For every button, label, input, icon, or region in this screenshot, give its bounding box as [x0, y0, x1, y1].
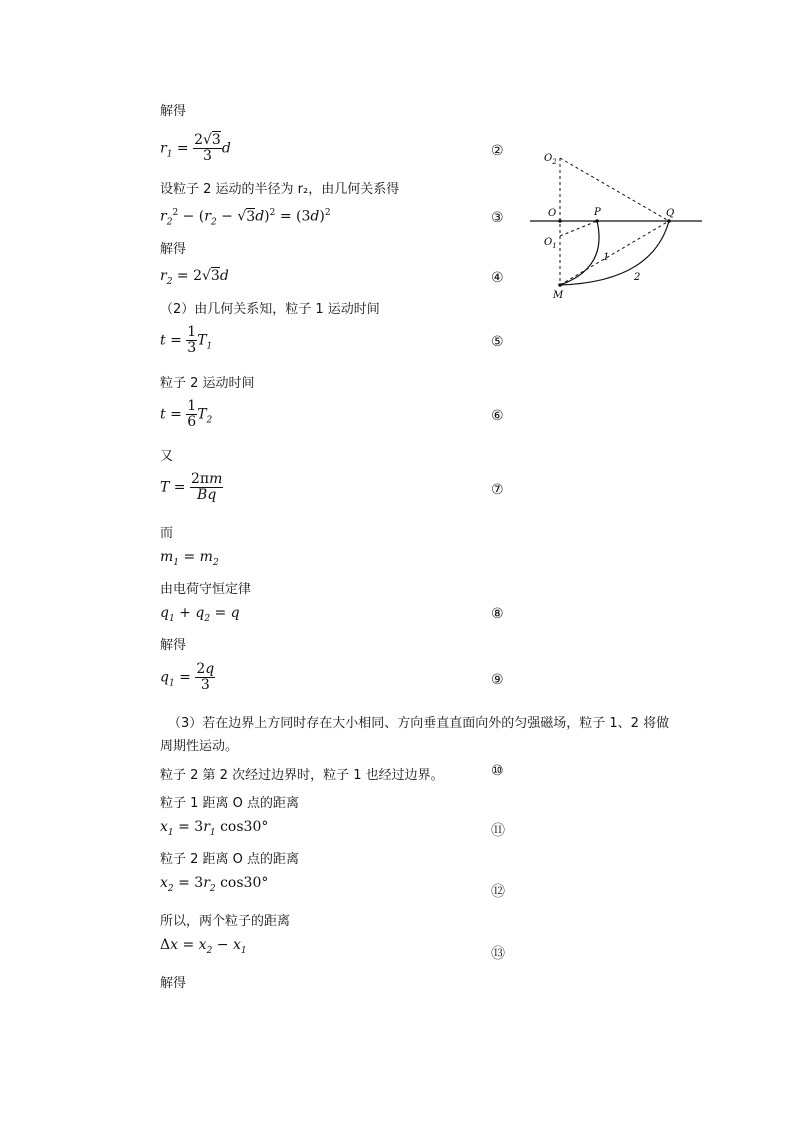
equation-q1: $q_1$ = $\frac{2q}{3}$: [160, 661, 215, 693]
text-distance-2: 粒子 2 距离 O 点的距离: [160, 852, 300, 867]
equation-t2: t = $\frac{1}{6}$ $T_2$: [160, 398, 213, 430]
trajectory-arc-1: [560, 221, 599, 285]
label-p: P: [594, 207, 601, 218]
label-m: M: [553, 290, 564, 301]
text-you: 又: [160, 449, 174, 464]
label-o1: $O_1$: [544, 237, 557, 250]
text-jiede-1: 解得: [160, 104, 187, 119]
text-er: 而: [160, 526, 174, 541]
equation-delta-x: $\Delta x = x_2 - x_1$: [160, 937, 247, 956]
equation-period: T = $\frac{2\pi m}{Bq}$: [160, 471, 223, 503]
label-q: Q: [666, 208, 675, 219]
equation-number-3: ③: [491, 210, 504, 226]
equation-masses: $m_1 = m_2$: [160, 549, 219, 568]
equation-number-9: ⑨: [491, 672, 504, 688]
text-sum: 所以，两个粒子的距离: [160, 914, 291, 929]
o2-q-dashed-line: [560, 158, 669, 221]
label-o2: $O_2$: [544, 153, 557, 166]
text-jiede-3: 解得: [160, 638, 187, 653]
equation-number-10: ⑩: [491, 763, 504, 779]
label-arc-1: 1: [603, 252, 610, 263]
text-jiede-4: 解得: [160, 976, 187, 991]
text-cross-boundary: 粒子 2 第 2 次经过边界时，粒子 1 也经过边界。: [160, 768, 444, 783]
text-part-3-line-1: （3）若在边界上方同时存在大小相同、方向垂直直面向外的匀强磁场，粒子 1、2 将做: [168, 716, 670, 731]
equation-r2: $r_2 = 2√3d$: [160, 268, 229, 287]
equation-x1: $x_1 = 3r_1$ cos30°: [160, 819, 269, 838]
label-arc-2: 2: [634, 272, 641, 283]
text-part-3-line-2: 周期性运动。: [160, 739, 239, 754]
equation-number-4: ④: [491, 270, 504, 286]
equation-number-6: ⑥: [491, 408, 504, 424]
equation-number-7: ⑦: [491, 482, 504, 498]
equation-t1: t = $\frac{1}{3}$ $T_1$: [160, 324, 213, 356]
point-o: [558, 219, 562, 223]
text-p2-time: 粒子 2 运动时间: [160, 376, 255, 391]
point-q: [667, 219, 671, 223]
equation-geometry: $r_2^2 - (r_2 - √3d)^2 = (3d)^2$: [160, 208, 331, 228]
equation-number-8: ⑧: [491, 606, 504, 622]
geometry-figure: [530, 140, 710, 310]
text-part-2: （2）由几何关系知，粒子 1 运动时间: [160, 302, 380, 317]
equation-r1: $r_1$ = $\frac{2√3}{3}$ d: [160, 132, 231, 164]
text-set-r2: 设粒子 2 运动的半径为 r₂，由几何关系得: [160, 182, 400, 197]
equation-number-12: ⑫: [491, 884, 505, 900]
point-m: [558, 283, 562, 287]
text-distance-1: 粒子 1 距离 O 点的距离: [160, 796, 300, 811]
equation-number-13: ⑬: [491, 946, 505, 962]
point-p: [595, 219, 599, 223]
label-o: O: [548, 208, 557, 219]
equation-number-2: ②: [491, 143, 504, 159]
equation-charge: $q_1 + q_2 = q$: [160, 605, 240, 624]
equation-number-5: ⑤: [491, 334, 504, 350]
text-jiede-2: 解得: [160, 242, 187, 257]
m-q-dashed-line: [560, 221, 669, 285]
text-charge-law: 由电荷守恒定律: [160, 582, 252, 597]
equation-number-11: ⑪: [491, 823, 505, 839]
equation-x2: $x_2 = 3r_2$ cos30°: [160, 875, 269, 894]
o1-p-dashed-line: [560, 221, 597, 236]
